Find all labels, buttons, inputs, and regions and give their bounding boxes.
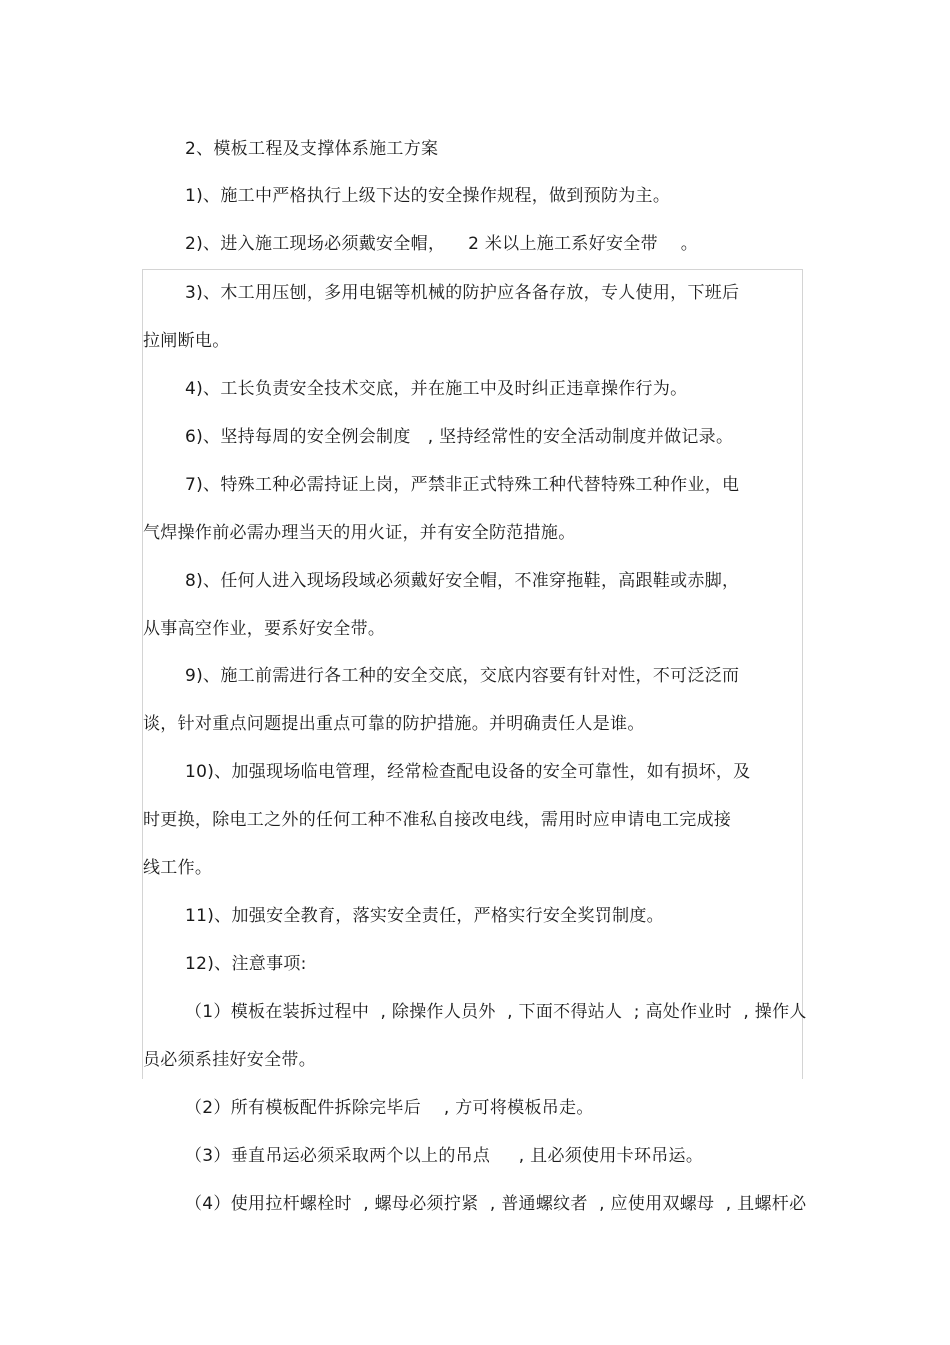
text-line: 12)、注意事项:: [185, 954, 307, 974]
text-line: 时更换，除电工之外的任何工种不准私自接改电线，需用时应申请电工完成接: [143, 810, 732, 830]
text-line: 3)、木工用压刨，多用电锯等机械的防护应各备存放，专人使用，下班后: [185, 283, 740, 303]
text-line: 10)、加强现场临电管理，经常检查配电设备的安全可靠性，如有损坏，及: [185, 762, 751, 782]
text-line: 11)、加强安全教育，落实安全责任，严格实行安全奖罚制度。: [185, 906, 664, 926]
text-line: 从事高空作业，要系好安全带。: [143, 619, 386, 639]
text-line: （4）使用拉杆螺栓时 , 螺母必须拧紧 , 普通螺纹者 , 应使用双螺母 , 且螺杆必: [185, 1194, 807, 1214]
text-line: 1)、施工中严格执行上级下达的安全操作规程，做到预防为主。: [185, 186, 671, 206]
text-line: （1）模板在装拆过程中 , 除操作人员外 , 下面不得站人 ; 高处作业时 , 操作人: [185, 1002, 807, 1022]
text-line: 8)、任何人进入现场段域必须戴好安全帽，不准穿拖鞋，高跟鞋或赤脚，: [185, 571, 740, 591]
text-line: 拉闸断电。: [143, 331, 230, 351]
text-line: 6)、坚持每周的安全例会制度 , 坚持经常性的安全活动制度并做记录。: [185, 427, 734, 447]
text-line: 线工作。: [143, 858, 213, 878]
text-line: 气焊操作前必需办理当天的用火证，并有安全防范措施。: [143, 523, 576, 543]
text-line: （3）垂直吊运必须采取两个以上的吊点 , 且必须使用卡环吊运。: [185, 1146, 704, 1166]
text-line: 7)、特殊工种必需持证上岗，严禁非正式特殊工种代替特殊工种作业，电: [185, 475, 740, 495]
text-line: 员必须系挂好安全带。: [143, 1050, 316, 1070]
text-line: 4)、工长负责安全技术交底，并在施工中及时纠正违章操作行为。: [185, 379, 688, 399]
text-line: 2)、进入施工现场必须戴安全帽， 2 米以上施工系好安全带 。: [185, 234, 698, 254]
section-heading: 2、模板工程及支撑体系施工方案: [185, 139, 439, 159]
text-line: 9)、施工前需进行各工种的安全交底，交底内容要有针对性，不可泛泛而: [185, 666, 740, 686]
text-line: （2）所有模板配件拆除完毕后 , 方可将模板吊走。: [185, 1098, 594, 1118]
text-line: 谈，针对重点问题提出重点可靠的防护措施。并明确责任人是谁。: [143, 714, 645, 734]
